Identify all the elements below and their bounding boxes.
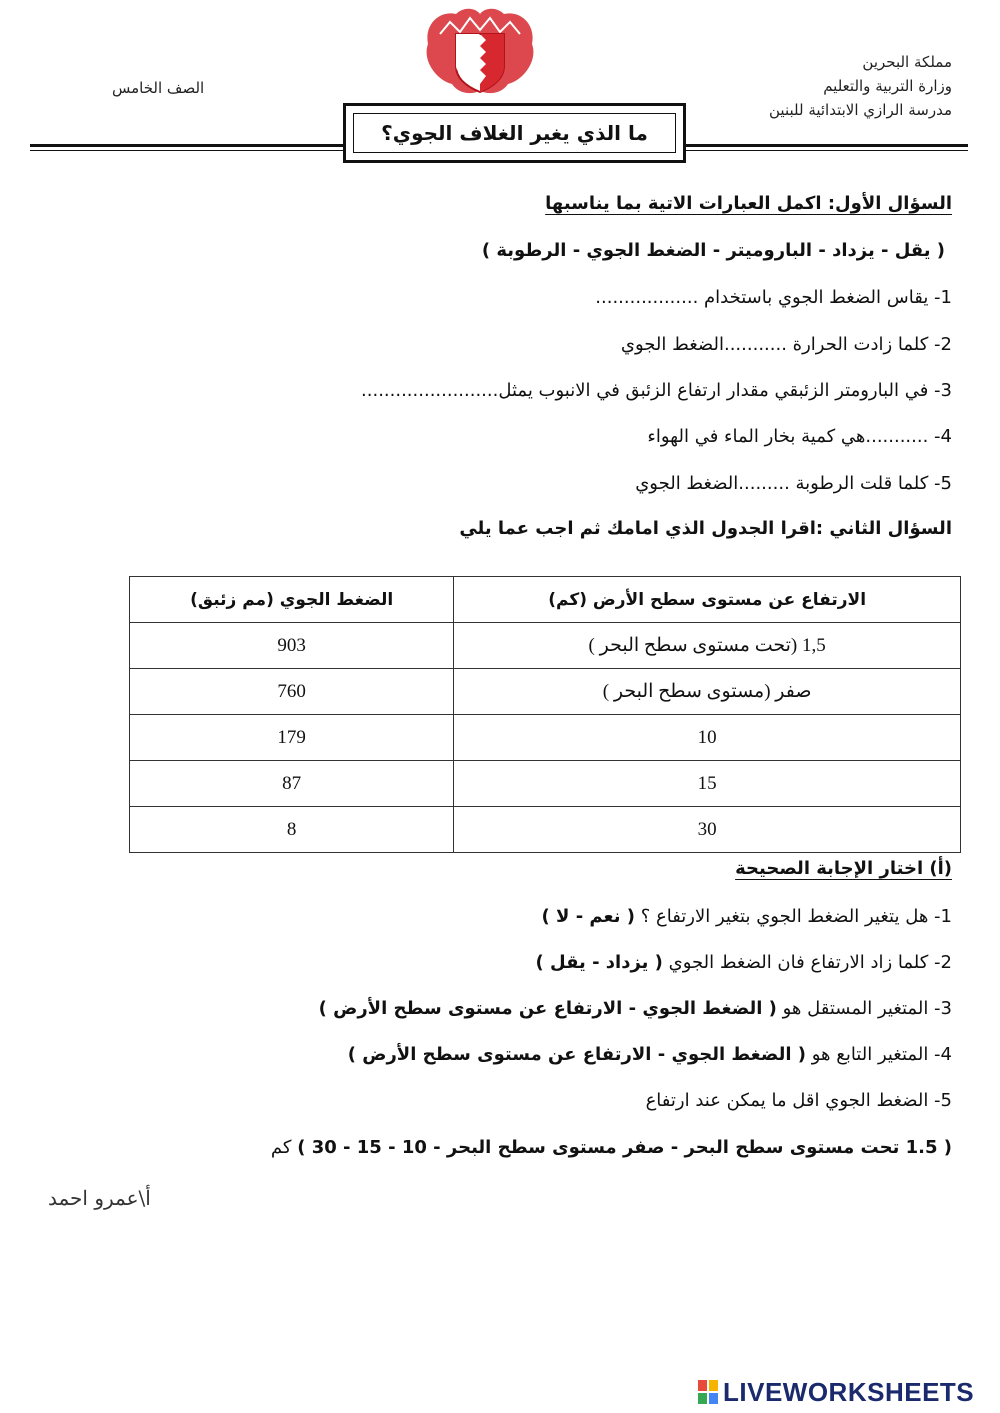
choice-text: 2- كلما زاد الارتفاع فان الضغط الجوي [662, 952, 952, 973]
title-rule-left-thin [30, 150, 346, 151]
table-row [130, 807, 961, 853]
liveworksheets-logo [697, 1377, 974, 1407]
choice-options: ( الضغط الجوي - الارتفاع عن مستوى سطح الأرض ) [347, 1044, 806, 1065]
q1-item-2: 2- كلما زادت الحرارة ...........الضغط الجوي [620, 334, 952, 355]
table-cell-pressure: 179 [130, 715, 454, 761]
table-header-altitude: الارتفاع عن مستوى سطح الأرض (كم) [454, 577, 961, 623]
table-cell-altitude: 30 [454, 807, 961, 853]
table-cell-pressure: 760 [130, 669, 454, 715]
header-ministry: وزارة التربية والتعليم [823, 77, 952, 95]
table-cell-altitude: صفر (مستوى سطح البحر ) [454, 669, 961, 715]
section-a-title: (أ) اختار الإجابة الصحيحة [735, 858, 952, 879]
table-row [130, 715, 961, 761]
table-cell-altitude: 10 [454, 715, 961, 761]
header-school: مدرسة الرازي الابتدائية للبنين [769, 101, 952, 119]
table-row [130, 669, 961, 715]
choice-item-1 [542, 906, 952, 927]
choice-item-5-options [271, 1137, 952, 1158]
header-grade: الصف الخامس [112, 79, 205, 97]
choice-item-3 [319, 998, 952, 1019]
choice-item-2 [536, 952, 952, 973]
choice-unit: كم [270, 1137, 292, 1158]
title-rule-right [684, 144, 968, 147]
q1-title: السؤال الأول: اكمل العبارات الاتية بما يناسبها [545, 193, 952, 214]
table-cell-altitude: 1,5 (تحت مستوى سطح البحر ) [454, 623, 961, 669]
table-row [130, 623, 961, 669]
choice-options: ( نعم - لا ) [541, 906, 635, 927]
data-table [129, 576, 961, 853]
title-rule-right-thin [684, 150, 968, 151]
title-rule-left [30, 144, 346, 147]
liveworksheets-icon [697, 1379, 719, 1405]
choice-options: ( يزداد - يقل ) [535, 952, 663, 973]
table-row [130, 761, 961, 807]
q1-item-3: 3- في البارومتر الزئبقي مقدار ارتفاع الزئبق في الانبوب يمثل........................ [361, 380, 952, 401]
choice-options: ( الضغط الجوي - الارتفاع عن مستوى سطح الأرض ) [318, 998, 777, 1019]
choice-text: 4- المتغير التابع هو [806, 1044, 952, 1065]
table-header-pressure: الضغط الجوي (مم زئبق) [130, 577, 454, 623]
q1-item-4: 4- ...........هي كمية بخار الماء في الهواء [647, 426, 952, 447]
choice-item-4 [348, 1044, 952, 1065]
bahrain-emblem [420, 4, 540, 100]
table-cell-pressure: 8 [130, 807, 454, 853]
q1-word-bank: ( يقل - يزداد - الباروميتر - الضغط الجوي - الرطوبة ) [481, 240, 945, 261]
page-title: ما الذي يغير الغلاف الجوي؟ [353, 113, 676, 153]
choice-options: ( 1.5 تحت مستوى سطح البحر - صفر مستوى سطح البحر - 10 - 15 - 30 ) [297, 1137, 952, 1158]
table-cell-pressure: 903 [130, 623, 454, 669]
q1-item-5: 5- كلما قلت الرطوبة .........الضغط الجوي [635, 473, 952, 494]
title-box [343, 103, 686, 163]
choice-item-5: 5- الضغط الجوي اقل ما يمكن عند ارتفاع [645, 1090, 952, 1111]
choice-text: 1- هل يتغير الضغط الجوي بتغير الارتفاع ؟ [634, 906, 952, 927]
table-cell-altitude: 15 [454, 761, 961, 807]
table-cell-pressure: 87 [130, 761, 454, 807]
teacher-signature: أ\عمرو احمد [48, 1186, 151, 1210]
choice-text: 3- المتغير المستقل هو [776, 998, 952, 1019]
table-header-row [130, 577, 961, 623]
liveworksheets-text: LIVEWORKSHEETS [723, 1376, 975, 1407]
q1-item-1: 1- يقاس الضغط الجوي باستخدام .................. [595, 287, 952, 308]
q2-title: السؤال الثاني :اقرا الجدول الذي امامك ثم اجب عما يلي [459, 518, 952, 539]
header-kingdom: مملكة البحرين [862, 53, 952, 71]
